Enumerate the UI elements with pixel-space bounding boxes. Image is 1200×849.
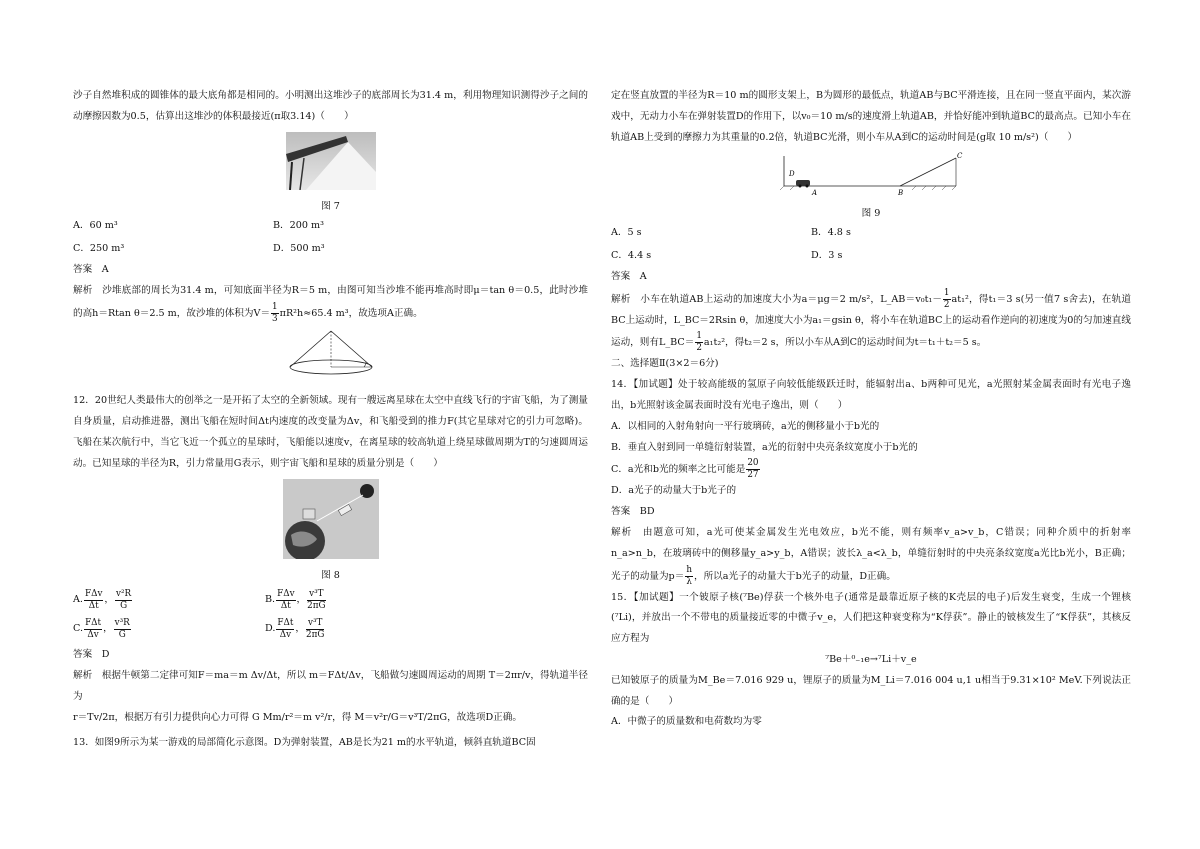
q14-option-b: B．垂直入射到同一单缝衍射装置，a光的衍射中央亮条纹宽度小于b光的 [611,441,918,453]
fraction-numerator: FΔv [84,589,103,600]
figure-9-caption: 图 9 [861,208,881,220]
q14-analysis [611,523,1131,588]
q13-stem-continued: 定在竖直放置的半径为R＝10 m的圆形支架上，B为圆形的最低点，轨道AB与BC平滑连接，且在同一竖直平面内，某次游戏中，无动力小车在弹射装置D的作用下，以v₀＝10 m/s的速度滑上轨道AB，并恰好能冲到轨道BC的最高点。已知小车在轨道AB上受到的摩擦力为其重量的0.2倍，轨道BC光滑，则小车从A到C的运动时间是(g取 10 m/s²)（ ） [611,90,1131,143]
fraction-numerator: 1 [272,301,278,312]
fraction [84,589,103,612]
q13-stem: 13．如图9所示为某一游戏的局部简化示意图。D为弹射装置，AB是长为21 m的水平轨道，倾斜直轨道BC固 [73,736,536,748]
q11-option-c: C．250 m³ [73,243,125,255]
label-b: B [898,189,904,197]
figure-7 [73,132,588,199]
fraction-numerator: 1 [696,331,702,342]
section-2-heading: 二、选择题Ⅱ(3×2＝6分) [611,358,719,370]
label-a: A [812,189,818,197]
cone-diagram [73,329,588,386]
q13-option-a: A．5 s [611,227,642,239]
q12-answer: 答案 D [73,649,110,661]
q12-stem: 12．20世纪人类最伟大的创举之一是开拓了太空的全新领域。现有一艘远离星球在太空中直线飞行的宇宙飞船，为了测量自身质量，启动推进器，测出飞船在短时间Δt内速度的改变量为Δv，和飞船受到的推力F(其它星球对它的引力可忽略)。飞船在某次航行中，当它飞近一个孤立的星球时，飞船能以速度v，在离星球的较高轨道上绕星球做周期为T的匀速圆周运动。已知星球的半径为R，引力常量用G表示，则宇宙飞船和星球的质量分别是（ ） [73,395,588,469]
q12-option-c: C. $\frac{\text{FΔt}}{\Delta v}$ ， $\frac{\text{v³R}}{G}$ [73,618,130,641]
option-letter: A. [73,594,83,606]
figure-8-caption: 图 8 [321,570,340,582]
fraction-h-lambda [685,565,693,588]
fraction-denominator: 2πG [306,630,325,641]
label-d: D [789,170,795,179]
q15-data: 已知铍原子的质量为M_Be＝7.016 929 u，锂原子的质量为M_Li＝7.016 004 u,1 u相当于9.31×10² MeV.下列说法正确的是（ ） [611,674,1131,707]
q15-option-a: A．中微子的质量数和电荷数均为零 [611,716,762,728]
fraction [84,618,102,641]
fraction-numerator: v³T [307,589,325,601]
spaceship-planet-photo [283,479,379,559]
q13-options [611,223,1131,267]
q15-equation: ⁷Be＋⁰₋₁e→⁷Li＋v_e [825,653,917,665]
q12-analysis-line-1: 解析 根据牛顿第二定律可知F＝ma＝m Δv/Δt，所以 m＝FΔt/Δv，飞船做匀速圆周运动的周期 T＝2πr/v，得轨道半径为 [73,670,588,702]
q14-answer: 答案 BD [611,506,655,518]
q12-option-d: D. $\frac{\text{FΔt}}{\Delta v}$ ， $\frac{\text{v³T}}{2\pi G}$ [265,618,325,641]
option-letter: B. [265,594,276,606]
label-c: C [957,152,963,161]
option-letter: C. [73,623,84,635]
q14-option-a: A．以相同的入射角射向一平行玻璃砖，a光的侧移量小于b光的 [611,420,880,432]
fraction-denominator: G [118,630,126,641]
q11-analysis-text-1: 解析 沙堆底部的周长为31.4 m，可知底面半径为R＝5 m，由图可知当沙堆不能再堆高时即μ＝tan θ＝0.5，此时沙堆的高h＝Rtan θ＝2.5 m，故沙堆的体积为V＝ [73,284,588,319]
q11-answer: 答案 A [73,263,109,275]
q14-option-d: D．a光子的动量大于b光子的 [611,485,737,497]
fraction-numerator: v³T [306,618,324,630]
q11-option-d: D．500 m³ [273,243,325,255]
fraction [306,618,324,641]
fraction-denominator: G [120,601,128,612]
q14-stem: 14．【加试题】处于较高能级的氢原子向较低能级跃迁时，能辐射出a、b两种可见光，a光照射某金属表面时有光电子逸出，b光照射该金属表面时没有光电子逸出，则（ ） [611,379,1131,411]
fraction-denominator: Δv [279,630,292,641]
cone-drawing [286,329,376,377]
q12-option-a: A. $\frac{\text{FΔv}}{\Delta t}$ ， $\frac{\text{v²R}}{G}$ [73,589,132,612]
q11-analysis-text-2: πR²h≈65.4 m³，故选项A正确。 [279,307,423,319]
fraction-denominator: λ [686,576,692,587]
figure-7-caption: 图 7 [321,201,340,213]
q13-analysis-text-1: 解析 小车在轨道AB上运动的加速度大小为a＝μg＝2 m/s²，L_AB＝v₀t₁－ [611,293,942,305]
q11-option-b: B．200 m³ [273,220,324,232]
fraction-denominator: Δt [280,601,291,612]
q11-analysis [73,281,588,325]
fraction [276,618,294,641]
left-column [73,86,588,753]
fraction-denominator: Δv [87,630,99,641]
q13-analysis-text-3: a₁t₂²，得t₂＝2 s，所以小车从A到C的运动时间为t＝t₁＋t₂＝5 s。 [703,337,987,349]
sand-pile-photo [286,132,376,190]
fraction [115,589,132,612]
q12-analysis-line-2: r＝Tv/2π，根据万有引力提供向心力可得 G Mm/r²＝m v²/r，得 M＝v²r/G＝v³T/2πG，故选项D正确。 [73,711,522,723]
fraction-numerator: 20 [747,458,759,469]
fraction-one-half [943,288,951,311]
fraction-one-half [695,331,703,354]
q11-options [73,216,588,260]
fraction-numerator: v²R [116,589,132,600]
q14-option-c-text: C．a光和b光的频率之比可能是 [611,464,746,476]
fraction-denominator: Δt [88,601,99,612]
fraction-denominator: 2 [943,299,950,310]
q13-option-d: D．3 s [811,249,843,261]
fraction-numerator: 1 [943,287,950,298]
fraction-denominator: 2 [696,343,702,354]
fraction-numerator: h [686,564,692,575]
fraction [307,589,325,612]
fraction [114,618,131,641]
q13-option-b: B．4.8 s [811,227,851,239]
q13-analysis [611,288,1131,355]
figure-9 [611,152,1131,205]
q11-option-a: A．60 m³ [73,220,118,232]
option-letter: D. [265,623,276,635]
q15-stem: 15．【加试题】一个铍原子核(⁷Be)俘获一个核外电子(通常是最靠近原子核的K壳层的电子)后发生衰变，生成一个锂核(⁷Li)，并放出一个不带电的质量接近零的中微子v_e，人们把这种衰变称为“K俘获”。静止的铍核发生了“K俘获”，其核反应方程为 [611,591,1131,645]
q14-option-c [611,458,1131,481]
right-column [611,86,1131,733]
q12-option-b: B. $\frac{\text{FΔv}}{\Delta t}$ ， $\frac{\text{v³T}}{2\pi G}$ [265,589,326,612]
q13-analysis-text-2: at₁²，得t₁＝3 s(另一值7 s舍去)，在轨道BC上运动时，L_BC＝2Rsin θ，加速度大小为a₁＝gsin θ，将小车在轨道BC上的运动看作逆向的初速度为0的匀加速直线运动，则有L_BC＝ [611,293,1131,349]
q13-option-c: C．4.4 s [611,249,652,261]
fraction-numerator: FΔv [277,589,295,600]
fraction-numerator: FΔt [277,618,294,629]
q12-options [73,589,588,641]
fraction-numerator: FΔt [85,618,102,629]
q13-answer: 答案 A [611,270,647,282]
q14-analysis-text-2: ，所以a光子的动量大于b光子的动量，D正确。 [693,570,896,582]
fraction-denominator: 27 [747,470,759,481]
fraction-20-27 [746,458,759,481]
fraction-denominator: 3 [272,313,278,324]
track-diagram [776,152,966,196]
fraction [276,589,295,612]
q11-stem: 沙子自然堆积成的圆锥体的最大底角都是相同的。小明测出这堆沙子的底部周长为31.4 m，利用物理知识测得沙子之间的动摩擦因数为0.5，估算出这堆沙的体积最接近(π取3.14)（ ） [73,90,588,122]
fraction-denominator: 2πG [307,601,326,612]
q14-analysis-text-1: 解析 由题意可知，a光可使某金属发生光电效应，b光不能，则有频率v_a>v_b，C错误；同种介质中的折射率n_a>n_b，在玻璃砖中的侧移量y_a>y_b，A错误；波长λ_a<λ_b，单缝衍射时的中央亮条纹宽度a光比b光小，B正确；光子的动量为p＝ [611,526,1131,582]
fraction-numerator: v³R [114,618,130,629]
fraction-one-third [271,302,279,325]
figure-8 [73,479,588,568]
